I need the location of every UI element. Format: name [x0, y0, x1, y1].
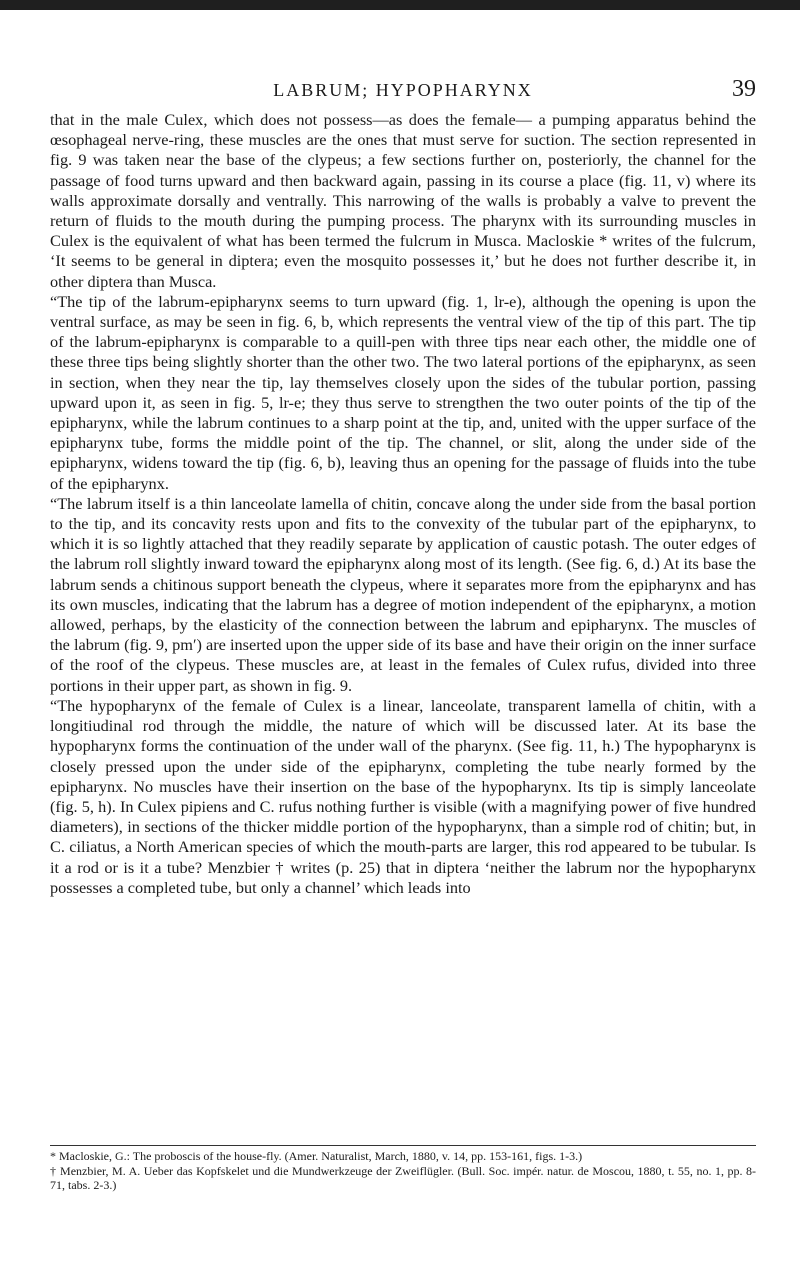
page-top-border — [0, 0, 800, 10]
running-title: LABRUM; HYPOPHARYNX — [273, 80, 533, 100]
page-number: 39 — [732, 76, 756, 102]
body-text — [50, 110, 756, 898]
paragraph-2: “The tip of the labrum-epipharynx seems to turn upward (fig. 1, lr-e), although the opening is upon the ventral surface, as may be seen in fig. 6, b, which represents the ventral view of the tip of this part. The tip of the labrum-epipharynx is comparable to a quill-pen with three tips near each other, the middle one of these three tips being slightly shorter than the other two. The two lateral portions of the epipharynx, as seen in section, when they near the tip, lay themselves closely upon the sides of the tubular portion, passing upward upon it, as seen in fig. 5, lr-e; they thus serve to strengthen the two outer points of the tip of the epipharynx, while the labrum continues to a sharp point at the tip, and, united with the upper surface of the epipharynx tube, forms the middle point of the tip. The channel, or slit, along the under side of the epipharynx, widens toward the tip (fig. 6, b), leaving thus an opening for the passage of fluids into the tube of the epipharynx. — [50, 291, 756, 493]
running-head — [50, 62, 756, 102]
book-page — [50, 62, 756, 898]
paragraph-4: “The hypopharynx of the female of Culex is a linear, lanceolate, transparent lamella of chitin, with a longitiudinal rod through the middle, the nature of which will be discussed later. At its base the hypopharynx forms the continuation of the under wall of the pharynx. (See fig. 11, h.) The hypopharynx is closely pressed upon the under side of the epipharynx, completing the tube nearly formed by the epipharynx. No muscles have their insertion on the base of the hypopharynx. Its tip is simply lanceolate (fig. 5, h). In Culex pipiens and C. rufus nothing further is visible (with a magnifying power of five hundred diameters), in sections of the thicker middle portion of the hypopharynx, than a simple rod of chitin; but, in C. ciliatus, a North American species of which the mouth-parts are larger, this rod appeared to be tubular. Is it a rod or is it a tube? Menzbier † writes (p. 25) that in diptera ‘neither the labrum nor the hypopharynx possesses a completed tube, but only a channel’ which leads into — [50, 695, 756, 897]
footnotes — [50, 1145, 756, 1193]
footnote-1: * Macloskie, G.: The proboscis of the house-fly. (Amer. Naturalist, March, 1880, v. 14, pp. 153-161, figs. 1-3.) — [50, 1149, 583, 1163]
paragraph-3: “The labrum itself is a thin lanceolate lamella of chitin, concave along the under side from the basal portion to the tip, and its concavity rests upon and fits to the convexity of the tubular part of the epipharynx, to which it is so lightly attached that they readily separate by application of caustic potash. The outer edges of the labrum roll slightly inward toward the epipharynx along most of its length. (See fig. 6, d.) At its base the labrum sends a chitinous support beneath the clypeus, where it separates more from the epipharynx and has its own muscles, indicating that the labrum has a degree of motion independent of the epipharynx, a motion allowed, perhaps, by the elasticity of the connection between the labrum and epipharynx. The muscles of the labrum (fig. 9, pm′) are inserted upon the upper side of its base and have their origin on the inner surface of the roof of the clypeus. These muscles are, at least in the females of Culex rufus, divided into three portions in their upper part, as shown in fig. 9. — [50, 493, 756, 695]
paragraph-1: that in the male Culex, which does not possess—as does the female— a pumping apparatus behind the œsophageal nerve-ring, these muscles are the ones that must serve for suction. The section represented in fig. 9 was taken near the base of the clypeus; a few sections further on, posteriorly, the channel for the passage of food turns upward and then backward again, passing in its course a place (fig. 11, v) where its walls approximate dorsally and ventrally. This narrowing of the walls is probably a valve to prevent the return of fluids to the mouth during the pumping process. The pharynx with its surrounding muscles in Culex is the equivalent of what has been termed the fulcrum in Musca. Macloskie * writes of the fulcrum, ‘It seems to be general in diptera; even the mosquito possesses it,’ but he does not further describe it, in other diptera than Musca. — [50, 110, 756, 291]
footnote-2: † Menzbier, M. A. Ueber das Kopfskelet und die Mundwerkzeuge der Zweiflügler. (Bull. Soc. impér. natur. de Moscou, 1880, t. 55, no. 1, pp. 8-71, tabs. 2-3.) — [50, 1163, 756, 1192]
